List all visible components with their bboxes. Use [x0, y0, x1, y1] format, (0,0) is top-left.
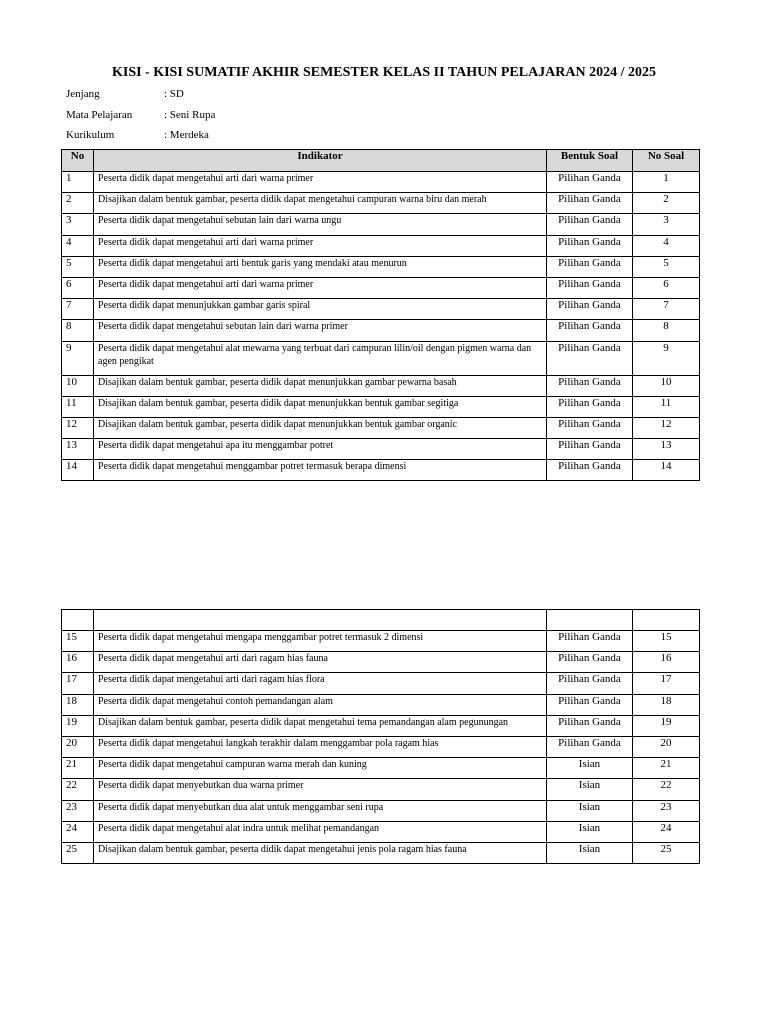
cell-bentuk-soal: Pilihan Ganda [547, 460, 633, 481]
cell-indikator: Peserta didik dapat mengetahui apa itu menggambar potret [94, 439, 547, 460]
cell-bentuk-soal: Pilihan Ganda [547, 439, 633, 460]
cell-bentuk-soal: Isian [547, 842, 633, 863]
cell-no-soal: 17 [633, 673, 700, 694]
cell-no: 25 [62, 842, 94, 863]
cell-indikator: Peserta didik dapat mengetahui alat indra untuk melihat pemandangan [94, 821, 547, 842]
table-row [62, 235, 700, 256]
cell-bentuk-soal: Pilihan Ganda [547, 193, 633, 214]
cell-no-soal: 8 [633, 320, 700, 341]
cell-indikator: Peserta didik dapat mengetahui alat mewarna yang terbuat dari campuran lilin/oil dengan pigmen warna dan agen pengikat [94, 341, 547, 375]
meta-row-jenjang [66, 86, 215, 107]
cell-no: 17 [62, 673, 94, 694]
cell-bentuk-soal: Pilihan Ganda [547, 375, 633, 396]
table-row [62, 715, 700, 736]
cell-indikator: Peserta didik dapat mengetahui langkah terakhir dalam menggambar pola ragam hias [94, 736, 547, 757]
cell-no: 2 [62, 193, 94, 214]
cell-no-soal: 20 [633, 736, 700, 757]
cell-no-soal: 4 [633, 235, 700, 256]
cell-indikator: Disajikan dalam bentuk gambar, peserta didik dapat mengetahui jenis pola ragam hias fauna [94, 842, 547, 863]
table-row-empty [62, 610, 700, 631]
cell-no: 22 [62, 779, 94, 800]
cell-no-soal: 2 [633, 193, 700, 214]
table-row [62, 320, 700, 341]
table-row [62, 439, 700, 460]
cell-no-soal: 10 [633, 375, 700, 396]
cell-no-soal: 13 [633, 439, 700, 460]
cell-bentuk-soal: Pilihan Ganda [547, 715, 633, 736]
cell-no: 14 [62, 460, 94, 481]
cell-bentuk-soal: Pilihan Ganda [547, 214, 633, 235]
kisi-table-page-2 [61, 609, 700, 864]
cell-no-soal: 9 [633, 341, 700, 375]
cell-bentuk-soal: Pilihan Ganda [547, 256, 633, 277]
kisi-table-page-1 [61, 149, 700, 481]
cell-no-soal: 24 [633, 821, 700, 842]
cell-no: 6 [62, 277, 94, 298]
cell-indikator: Peserta didik dapat mengetahui contoh pemandangan alam [94, 694, 547, 715]
table-row [62, 172, 700, 193]
header-no: No [62, 150, 94, 172]
cell-indikator: Peserta didik dapat mengetahui sebutan lain dari warna primer [94, 320, 547, 341]
cell-bentuk-soal: Pilihan Ganda [547, 694, 633, 715]
document-meta [66, 86, 215, 148]
cell-bentuk-soal: Pilihan Ganda [547, 396, 633, 417]
cell-no: 13 [62, 439, 94, 460]
cell-no-soal: 16 [633, 652, 700, 673]
cell-no: 18 [62, 694, 94, 715]
meta-row-kurikulum [66, 127, 215, 148]
table-body [62, 610, 700, 864]
cell-indikator: Peserta didik dapat mengetahui arti dari ragam hias fauna [94, 652, 547, 673]
cell-indikator: Peserta didik dapat menyebutkan dua warna primer [94, 779, 547, 800]
table-row [62, 758, 700, 779]
cell-bentuk-soal: Pilihan Ganda [547, 341, 633, 375]
cell-indikator: Disajikan dalam bentuk gambar, peserta didik dapat menunjukkan gambar pewarna basah [94, 375, 547, 396]
cell-no-soal: 15 [633, 631, 700, 652]
cell-no: 4 [62, 235, 94, 256]
meta-label: Jenjang [66, 88, 100, 100]
table-row [62, 193, 700, 214]
cell-no-soal: 25 [633, 842, 700, 863]
cell-indikator: Disajikan dalam bentuk gambar, peserta didik dapat mengetahui campuran warna biru dan merah [94, 193, 547, 214]
cell-no: 20 [62, 736, 94, 757]
cell-bentuk-soal: Pilihan Ganda [547, 652, 633, 673]
cell-bentuk-soal: Isian [547, 821, 633, 842]
cell-bentuk-soal: Pilihan Ganda [547, 631, 633, 652]
cell-bentuk-soal: Pilihan Ganda [547, 299, 633, 320]
table-row [62, 375, 700, 396]
table-row [62, 256, 700, 277]
table-row [62, 299, 700, 320]
meta-value: : SD [164, 88, 184, 100]
table-cell-empty [633, 610, 700, 631]
cell-indikator: Peserta didik dapat mengetahui sebutan lain dari warna ungu [94, 214, 547, 235]
cell-no: 21 [62, 758, 94, 779]
cell-bentuk-soal: Pilihan Ganda [547, 172, 633, 193]
cell-no: 5 [62, 256, 94, 277]
table-row [62, 214, 700, 235]
cell-indikator: Peserta didik dapat menyebutkan dua alat untuk menggambar seni rupa [94, 800, 547, 821]
cell-no-soal: 3 [633, 214, 700, 235]
cell-no-soal: 12 [633, 417, 700, 438]
table-row [62, 821, 700, 842]
cell-bentuk-soal: Pilihan Ganda [547, 417, 633, 438]
cell-no: 12 [62, 417, 94, 438]
cell-no-soal: 5 [633, 256, 700, 277]
cell-indikator: Peserta didik dapat mengetahui mengapa menggambar potret termasuk 2 dimensi [94, 631, 547, 652]
cell-indikator: Disajikan dalam bentuk gambar, peserta didik dapat menunjukkan bentuk gambar segitiga [94, 396, 547, 417]
cell-bentuk-soal: Isian [547, 758, 633, 779]
cell-bentuk-soal: Pilihan Ganda [547, 320, 633, 341]
table-row [62, 736, 700, 757]
cell-bentuk-soal: Pilihan Ganda [547, 736, 633, 757]
cell-no: 1 [62, 172, 94, 193]
cell-no: 8 [62, 320, 94, 341]
table-row [62, 341, 700, 375]
cell-no: 7 [62, 299, 94, 320]
cell-no-soal: 6 [633, 277, 700, 298]
cell-no-soal: 22 [633, 779, 700, 800]
cell-no: 24 [62, 821, 94, 842]
table-cell-empty [62, 610, 94, 631]
meta-row-mata-pelajaran [66, 107, 215, 128]
document-title: KISI - KISI SUMATIF AKHIR SEMESTER KELAS II TAHUN PELAJARAN 2024 / 2025 [111, 65, 657, 80]
cell-indikator: Peserta didik dapat mengetahui arti dari warna primer [94, 277, 547, 298]
table-cell-empty [547, 610, 633, 631]
cell-no: 16 [62, 652, 94, 673]
cell-indikator: Peserta didik dapat mengetahui arti dari warna primer [94, 235, 547, 256]
cell-bentuk-soal: Pilihan Ganda [547, 673, 633, 694]
table-row [62, 417, 700, 438]
cell-indikator: Peserta didik dapat mengetahui arti bentuk garis yang mendaki atau menurun [94, 256, 547, 277]
table-row [62, 631, 700, 652]
table-row [62, 779, 700, 800]
cell-no-soal: 1 [633, 172, 700, 193]
table-row [62, 694, 700, 715]
table-row [62, 673, 700, 694]
cell-no-soal: 14 [633, 460, 700, 481]
cell-no-soal: 23 [633, 800, 700, 821]
meta-value: : Seni Rupa [164, 108, 216, 121]
header-indikator: Indikator [94, 150, 547, 172]
header-bentuk-soal: Bentuk Soal [547, 150, 633, 172]
cell-no-soal: 18 [633, 694, 700, 715]
cell-no: 10 [62, 375, 94, 396]
cell-bentuk-soal: Isian [547, 779, 633, 800]
header-no-soal: No Soal [633, 150, 700, 172]
cell-no-soal: 11 [633, 396, 700, 417]
cell-indikator: Peserta didik dapat mengetahui menggambar potret termasuk berapa dimensi [94, 460, 547, 481]
table-row [62, 842, 700, 863]
table-body [62, 172, 700, 481]
cell-bentuk-soal: Pilihan Ganda [547, 235, 633, 256]
cell-no: 11 [62, 396, 94, 417]
meta-value: : Merdeka [164, 129, 209, 141]
cell-no: 15 [62, 631, 94, 652]
cell-indikator: Peserta didik dapat mengetahui arti dari warna primer [94, 172, 547, 193]
table-cell-empty [94, 610, 547, 631]
table-row [62, 800, 700, 821]
cell-no: 9 [62, 341, 94, 375]
cell-indikator: Peserta didik dapat mengetahui campuran warna merah dan kuning [94, 758, 547, 779]
table-row [62, 277, 700, 298]
cell-indikator: Disajikan dalam bentuk gambar, peserta didik dapat mengetahui tema pemandangan alam pegunungan [94, 715, 547, 736]
cell-indikator: Peserta didik dapat mengetahui arti dari ragam hias flora [94, 673, 547, 694]
cell-no: 3 [62, 214, 94, 235]
cell-no-soal: 19 [633, 715, 700, 736]
cell-indikator: Peserta didik dapat menunjukkan gambar garis spiral [94, 299, 547, 320]
cell-bentuk-soal: Isian [547, 800, 633, 821]
table-row [62, 460, 700, 481]
cell-bentuk-soal: Pilihan Ganda [547, 277, 633, 298]
cell-no-soal: 7 [633, 299, 700, 320]
cell-indikator: Disajikan dalam bentuk gambar, peserta didik dapat menunjukkan bentuk gambar organic [94, 417, 547, 438]
cell-no: 19 [62, 715, 94, 736]
table-row [62, 652, 700, 673]
cell-no: 23 [62, 800, 94, 821]
meta-label: Mata Pelajaran [66, 108, 133, 121]
table-row [62, 396, 700, 417]
table-header-row [62, 150, 700, 172]
meta-label: Kurikulum [66, 129, 115, 141]
cell-no-soal: 21 [633, 758, 700, 779]
